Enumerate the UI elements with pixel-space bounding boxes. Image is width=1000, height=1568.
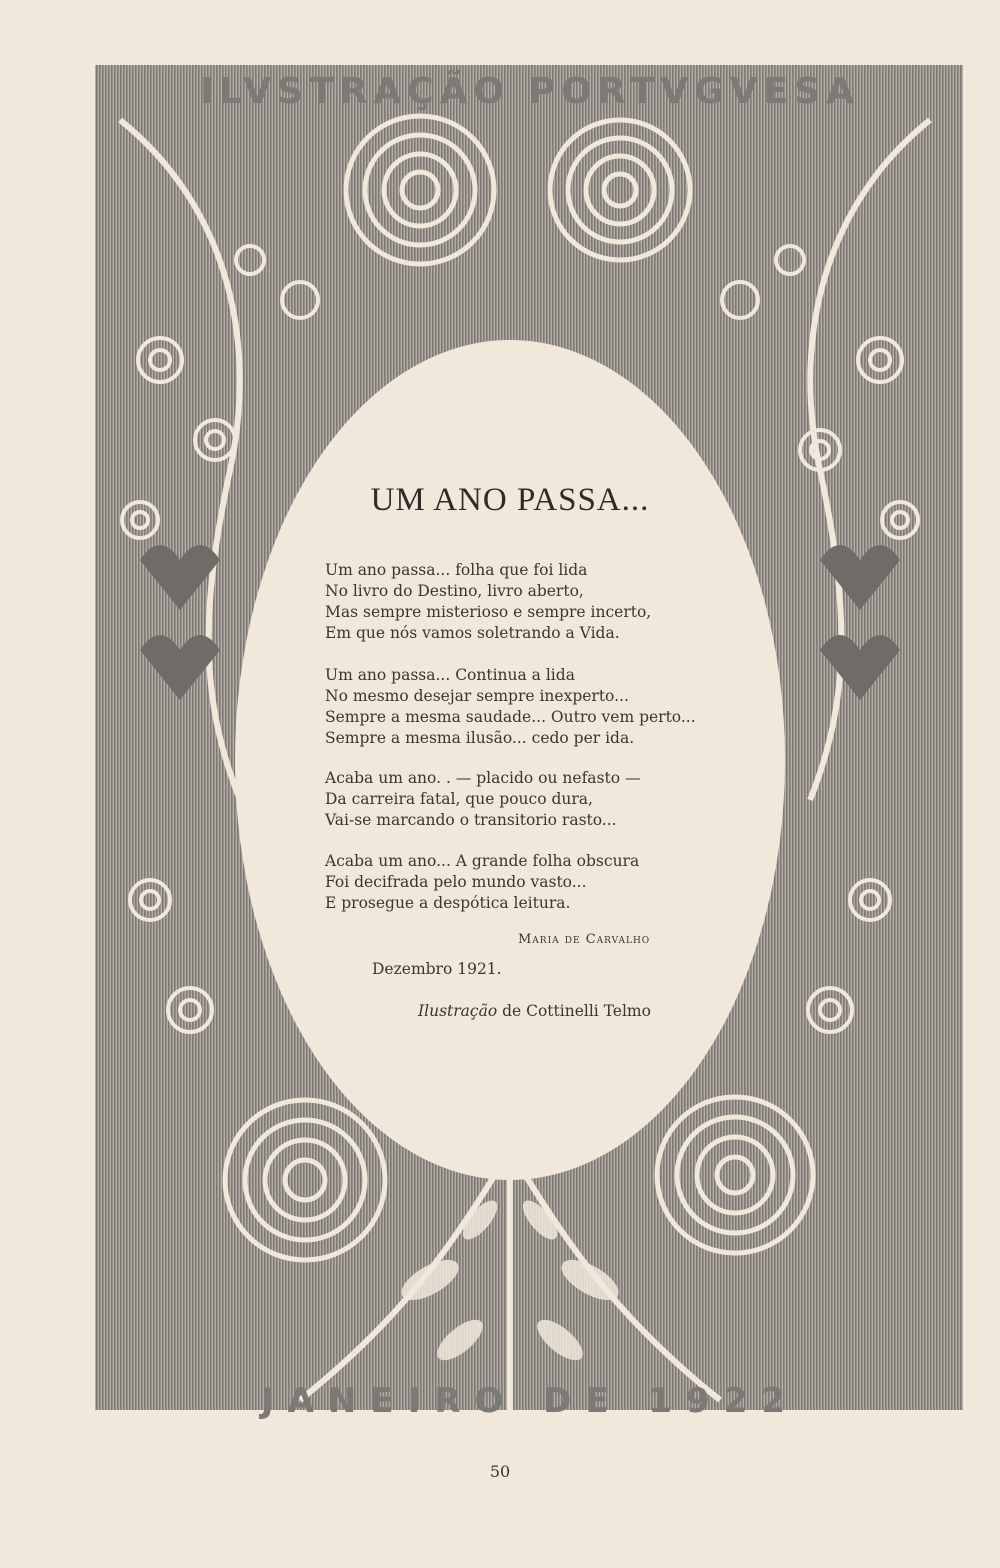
verse-line: Foi decifrada pelo mundo vasto... — [325, 873, 587, 891]
verse-line: Em que nós vamos soletrando a Vida. — [325, 624, 620, 642]
verse-line: Acaba um ano... A grande folha obscura — [325, 852, 640, 870]
page-number: 50 — [489, 1462, 511, 1481]
masthead-bottom: JANEIRO DE 1922 — [260, 1381, 800, 1421]
verse-line: Sempre a mesma saudade... Outro vem perto... — [325, 708, 696, 726]
credit-label: Ilustração — [418, 1002, 498, 1020]
verse-line: Acaba um ano. . — placido ou nefasto — — [325, 769, 641, 787]
stanza-3 — [325, 768, 641, 831]
poem — [250, 470, 770, 1050]
verse-line: Um ano passa... Continua a lida — [325, 666, 575, 684]
stanza-4 — [325, 851, 639, 914]
verse-line: No mesmo desejar sempre inexperto... — [325, 687, 629, 705]
stanza-2 — [325, 665, 696, 749]
verse-line: Da carreira fatal, que pouco dura, — [325, 790, 593, 808]
verse-line: E prosegue a despótica leitura. — [325, 894, 571, 912]
poem-title: UM ANO PASSA... — [370, 482, 650, 518]
verse-line: Vai-se marcando o transitorio rasto... — [325, 811, 617, 829]
stanza-1 — [325, 560, 651, 644]
credit-artist: de Cottinelli Telmo — [497, 1002, 651, 1020]
verse-line: Mas sempre misterioso e sempre incerto, — [325, 603, 652, 621]
verse-line: Um ano passa... folha que foi lida — [325, 561, 588, 579]
poem-date: Dezembro 1921. — [372, 960, 502, 978]
illustration-credit — [418, 1002, 651, 1020]
verse-line: No livro do Destino, livro aberto, — [325, 582, 584, 600]
poem-author: Maria de Carvalho — [518, 932, 651, 947]
verse-line: Sempre a mesma ilusão... cedo per ida. — [325, 729, 635, 747]
masthead-top: ILVSTRAÇÃO PORTVGVESA — [199, 71, 861, 112]
